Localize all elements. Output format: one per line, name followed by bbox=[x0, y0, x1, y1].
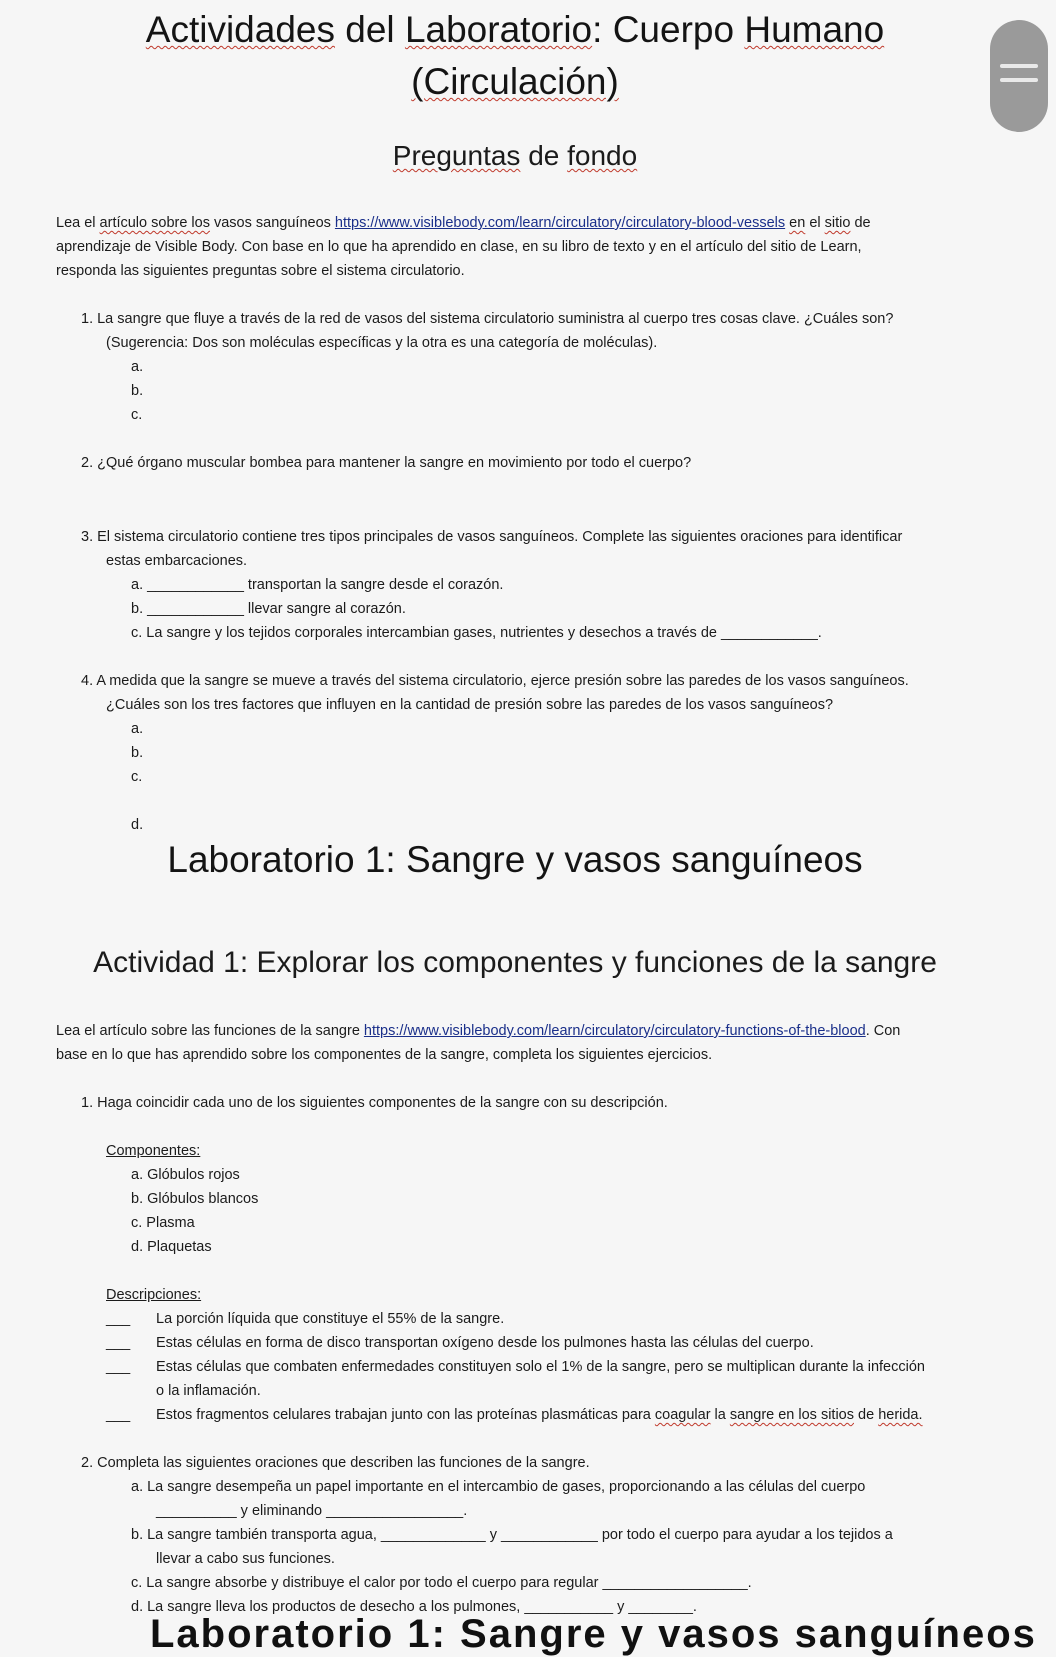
component-b: b. Glóbulos blancos bbox=[131, 1191, 259, 1207]
grip-line-icon bbox=[1000, 64, 1038, 68]
lab1-heading: Laboratorio 1: Sangre y vasos sanguíneos bbox=[167, 839, 863, 880]
description-blank-3: ___ bbox=[106, 1359, 131, 1375]
exercise-2-b-line2: llevar a cabo sus funciones. bbox=[156, 1551, 335, 1567]
component-d: d. Plaquetas bbox=[131, 1239, 212, 1255]
question-1: 1. La sangre que fluye a través de la red de vasos del sistema circulatorio suministra al cuerpo tres cosas clave. ¿Cuáles son? bbox=[81, 311, 894, 327]
activity-intro-line1: Lea el artículo sobre las funciones de la sangre https://www.visiblebody.com/learn/circulatory/circulatory-functions-of-the-blood. Con bbox=[56, 1023, 901, 1039]
question-1-hint: (Sugerencia: Dos son moléculas específicas y la otra es una categoría de moléculas). bbox=[106, 335, 658, 351]
exercise-2-a-line2: __________ y eliminando _________________. bbox=[156, 1503, 468, 1519]
exercise-2-d: d. La sangre lleva los productos de desecho a los pulmones, ___________ y ________. bbox=[131, 1599, 697, 1615]
intro-line1: Lea el artículo sobre los vasos sanguíneos https://www.visiblebody.com/learn/circulatory/circulatory-blood-vessels en el sitio de bbox=[56, 215, 871, 231]
descriptions-label: Descripciones: bbox=[106, 1287, 202, 1303]
intro-line2: aprendizaje de Visible Body. Con base en lo que ha aprendido en clase, en su libro de texto y en el artículo del sitio de Learn, bbox=[56, 239, 862, 255]
q1-answer-a: a. bbox=[131, 359, 144, 375]
page-title: Actividades del Laboratorio: Cuerpo Humano bbox=[145, 9, 885, 50]
q3-answer-b: b. ____________ llevar sangre al corazón. bbox=[131, 601, 406, 617]
question-3: 3. El sistema circulatorio contiene tres tipos principales de vasos sanguíneos. Complete las siguientes oraciones para identificar bbox=[81, 529, 903, 545]
q1-answer-b: b. bbox=[131, 383, 144, 399]
description-3-line2: o la inflamación. bbox=[156, 1383, 261, 1399]
exercise-2-a: a. La sangre desempeña un papel importante en el intercambio de gases, proporcionando a las células del cuerpo bbox=[131, 1479, 866, 1495]
description-blank-4: ___ bbox=[106, 1407, 131, 1423]
components-label: Componentes: bbox=[106, 1143, 201, 1159]
description-blank-1: ___ bbox=[106, 1311, 131, 1327]
page-title-line2: (Circulación) bbox=[411, 61, 619, 102]
q4-answer-b: b. bbox=[131, 745, 144, 761]
section-heading-background: Preguntas de fondo bbox=[392, 140, 638, 171]
intro-line3: responda las siguientes preguntas sobre el sistema circulatorio. bbox=[56, 263, 465, 279]
q4-answer-c: c. bbox=[131, 769, 143, 785]
description-2: Estas células en forma de disco transportan oxígeno desde los pulmones hasta las células del cuerpo. bbox=[156, 1335, 814, 1351]
description-blank-2: ___ bbox=[106, 1335, 131, 1351]
q3-answer-a: a. ____________ transportan la sangre desde el corazón. bbox=[131, 577, 504, 593]
exercise-1: 1. Haga coincidir cada uno de los siguientes componentes de la sangre con su descripción. bbox=[81, 1095, 668, 1111]
q1-answer-c: c. bbox=[131, 407, 143, 423]
description-4: Estos fragmentos celulares trabajan junto con las proteínas plasmáticas para coagular la sangre en los sitios de herida. bbox=[156, 1407, 923, 1423]
question-2: 2. ¿Qué órgano muscular bombea para mantener la sangre en movimiento por todo el cuerpo? bbox=[81, 455, 692, 471]
activity1-heading: Actividad 1: Explorar los componentes y funciones de la sangre bbox=[93, 946, 937, 979]
cutoff-heading: Laboratorio 1: Sangre y vasos sanguíneos bbox=[150, 1612, 1037, 1656]
scroll-handle[interactable] bbox=[990, 20, 1048, 132]
question-4: 4. A medida que la sangre se mueve a través del sistema circulatorio, ejerce presión sobre las paredes de los vasos sanguíneos. bbox=[81, 673, 909, 689]
exercise-2-c: c. La sangre absorbe y distribuye el calor por todo el cuerpo para regular __________________. bbox=[131, 1575, 752, 1591]
activity-intro-line2: base en lo que has aprendido sobre los componentes de la sangre, completa los siguientes ejercicios. bbox=[56, 1047, 713, 1063]
exercise-2: 2. Completa las siguientes oraciones que describen las funciones de la sangre. bbox=[81, 1455, 590, 1471]
description-3: Estas células que combaten enfermedades constituyen solo el 1% de la sangre, pero se multiplican durante la infección bbox=[156, 1359, 925, 1375]
component-a: a. Glóbulos rojos bbox=[131, 1167, 240, 1183]
exercise-2-b: b. La sangre también transporta agua, _____________ y ____________ por todo el cuerpo para ayudar a los tejidos a bbox=[131, 1527, 893, 1543]
q3-answer-c: c. La sangre y los tejidos corporales intercambian gases, nutrientes y desechos a través de ____________. bbox=[131, 625, 822, 641]
question-3-line2: estas embarcaciones. bbox=[106, 553, 248, 569]
q4-answer-d: d. bbox=[131, 817, 144, 833]
question-4-line2: ¿Cuáles son los tres factores que influyen en la cantidad de presión sobre las paredes de los vasos sanguíneos? bbox=[106, 697, 834, 713]
blood-functions-link[interactable]: https://www.visiblebody.com/learn/circulatory/circulatory-functions-of-the-blood bbox=[363, 1023, 866, 1039]
component-c: c. Plasma bbox=[131, 1215, 195, 1231]
blood-vessels-link[interactable]: https://www.visiblebody.com/learn/circulatory/circulatory-blood-vessels bbox=[334, 215, 786, 231]
q4-answer-a: a. bbox=[131, 721, 144, 737]
description-1: La porción líquida que constituye el 55% de la sangre. bbox=[156, 1311, 505, 1327]
grip-line-icon bbox=[1000, 78, 1038, 82]
